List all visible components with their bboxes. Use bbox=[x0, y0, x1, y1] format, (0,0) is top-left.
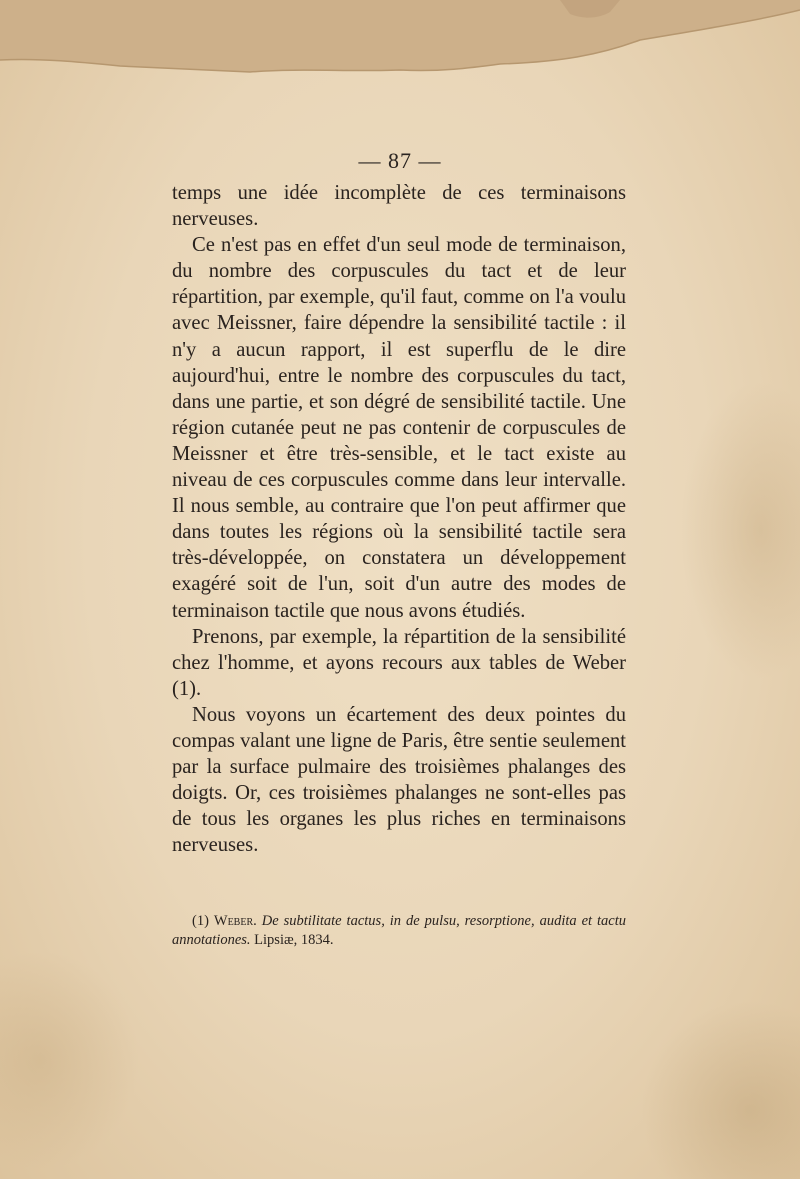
paper-stain bbox=[0, 950, 140, 1170]
paragraph: Nous voyons un écartement des deux pointes du compas valant une ligne de Paris, être sentie seulement par la surface pulmaire des troisièmes phalanges des doigts. Or, ces troisièmes phalanges ne sont-elles pas de tous les organes les plus riches en terminaisons nerveuses. bbox=[172, 703, 626, 857]
paper-stain bbox=[640, 1000, 800, 1179]
paragraph: Ce n'est pas en effet d'un seul mode de terminaison, du nombre des corpuscules du tact et de leur répartition, par exemple, qu'il faut, comme on l'a voulu avec Meissner, faire dépendre la sensibilité tactile : il n'y a aucun rapport, il est superflu de le dire aujourd'hui, entre le nombre des corpuscules du tact, dans une partie, et son dégré de sensibilité tactile. Une région cutanée peut ne pas contenir de corpuscules de Meissner et être très-sensible, et le tact existe au niveau de ces corpuscules comme dans leur intervalle. Il nous semble, au contraire que l'on peut affirmer que dans toutes les régions où la sensibilité tactile sera très-développée, on constatera un développement exagéré soit de l'un, soit d'un autre des modes de terminaison tactile que nous avons étudiés. bbox=[172, 234, 626, 622]
page-number: — 87 — bbox=[358, 148, 442, 173]
footnote-author: Weber. bbox=[213, 913, 257, 929]
footnote-marker: (1) bbox=[192, 913, 209, 929]
body-text bbox=[172, 180, 626, 858]
paragraph: temps une idée incomplète de ces terminaisons nerveuses. bbox=[172, 182, 626, 231]
footnote bbox=[172, 912, 626, 950]
footnote-title: De subtilitate tactus, in de pulsu, resorptione, audita et tactu annotationes. bbox=[172, 913, 627, 948]
paragraph: Prenons, par exemple, la répartition de la sensibilité chez l'homme, et ayons recours aux tables de Weber (1). bbox=[172, 625, 626, 700]
torn-paper-edge bbox=[0, 0, 800, 90]
paper-stain bbox=[680, 380, 800, 680]
footnote-imprint: Lipsiæ, 1834. bbox=[254, 932, 334, 948]
